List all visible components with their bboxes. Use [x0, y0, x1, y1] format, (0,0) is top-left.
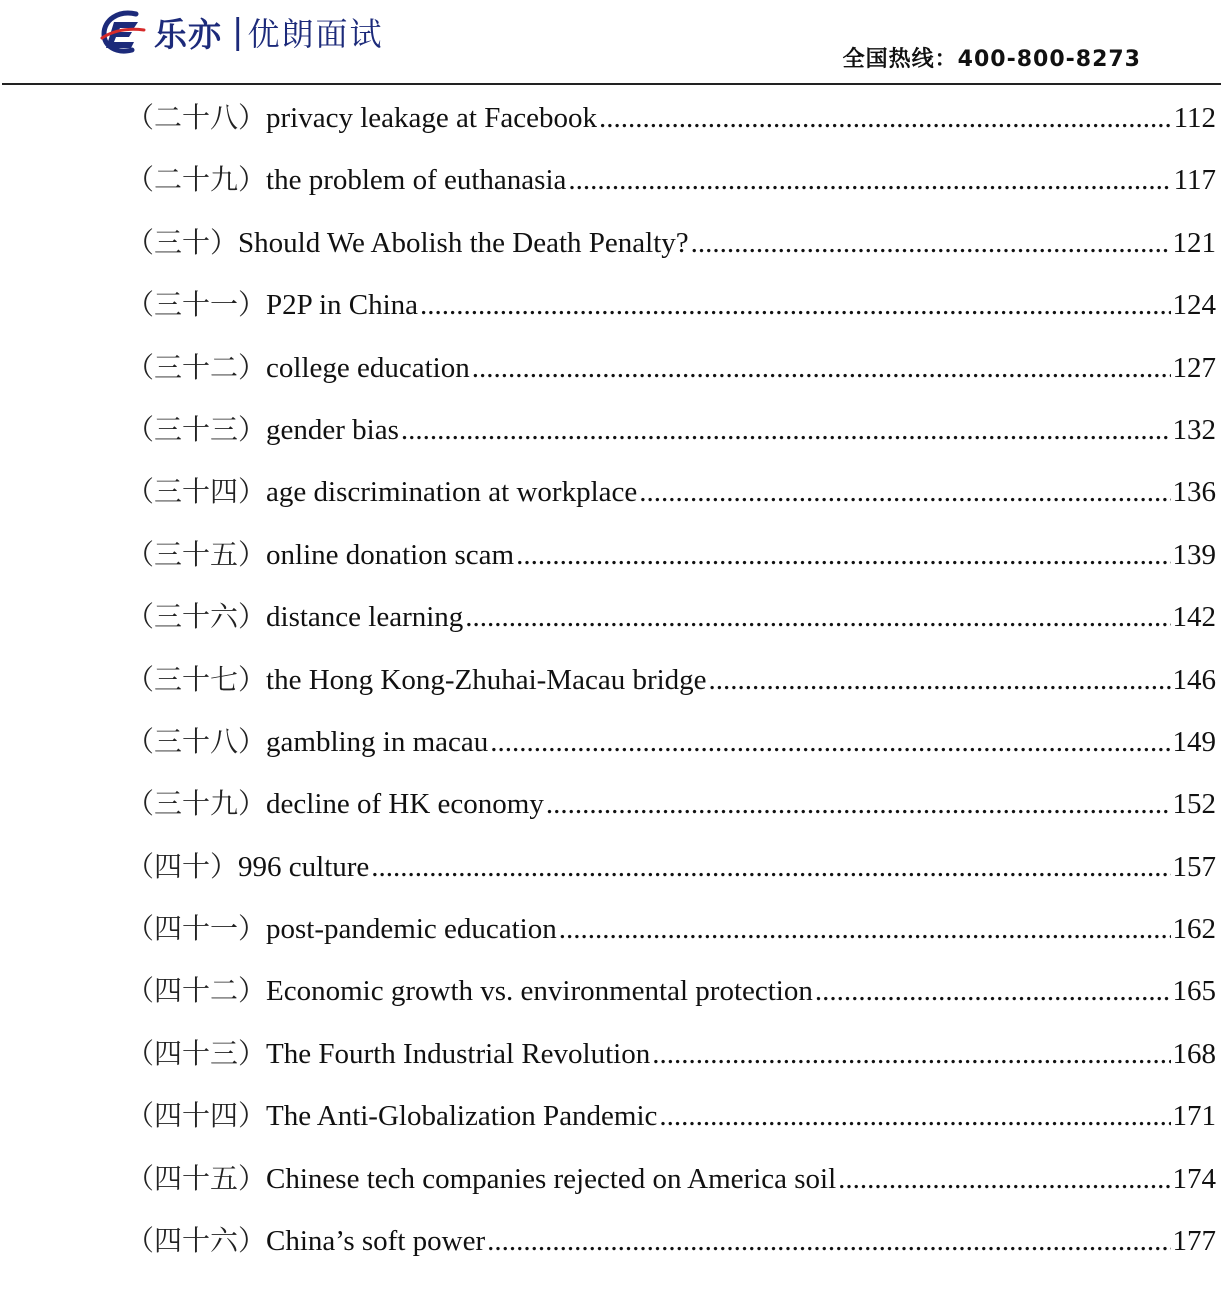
toc-dot-leader	[815, 960, 1171, 1022]
toc-entry-title: online donation scam	[266, 538, 515, 571]
toc-dot-leader	[472, 337, 1171, 399]
toc-entry-page: 136	[1172, 476, 1216, 509]
toc-entry[interactable]	[126, 212, 1216, 274]
toc-entry-page: 157	[1172, 850, 1216, 883]
toc-entry[interactable]	[126, 461, 1216, 523]
toc-dot-leader	[401, 399, 1171, 461]
toc-entry-number: （三十八）	[126, 724, 267, 758]
toc-entry[interactable]	[126, 960, 1216, 1022]
toc-entry[interactable]	[126, 1148, 1216, 1210]
toc-entry-number: （三十七）	[126, 662, 267, 696]
toc-entry-page: 177	[1172, 1225, 1216, 1258]
toc-entry-number: （三十二）	[126, 350, 267, 384]
toc-entry[interactable]	[126, 711, 1216, 773]
toc-entry-number: （三十三）	[126, 412, 267, 446]
toc-dot-leader	[559, 898, 1171, 960]
toc-entry[interactable]	[126, 649, 1216, 711]
page-header	[0, 0, 1221, 84]
toc-entry-title: P2P in China	[266, 289, 419, 322]
brand-logo	[98, 6, 383, 58]
brand-separator: |	[232, 12, 244, 52]
toc-entry-page: 171	[1172, 1100, 1216, 1133]
toc-entry-page: 112	[1173, 102, 1216, 134]
toc-dot-leader	[599, 87, 1172, 149]
toc-entry-title: college education	[266, 351, 470, 384]
toc-entry-page: 146	[1172, 663, 1216, 696]
le-logo-icon	[98, 8, 148, 56]
toc-entry-page: 162	[1172, 913, 1216, 946]
toc-entry-number: （三十九）	[126, 787, 267, 821]
toc-dot-leader	[516, 524, 1170, 586]
toc-dot-leader	[568, 149, 1171, 211]
toc-entry-number: （三十六）	[126, 600, 267, 634]
toc-dot-leader	[490, 711, 1170, 773]
toc-entry-page: 124	[1172, 289, 1216, 322]
toc-entry[interactable]	[126, 773, 1216, 835]
toc-entry-title: The Anti-Globalization Pandemic	[266, 1100, 658, 1133]
toc-entry-page: 117	[1173, 164, 1216, 197]
toc-entry[interactable]	[126, 1210, 1216, 1272]
toc-entry-title: the problem of euthanasia	[266, 164, 567, 197]
toc-entry[interactable]	[126, 337, 1216, 399]
brand-subtitle: 优朗面试	[247, 15, 384, 53]
toc-dot-leader	[709, 649, 1171, 711]
toc-entry[interactable]	[126, 836, 1216, 898]
toc-entry-number: （三十）	[126, 225, 239, 259]
toc-entry[interactable]	[126, 274, 1216, 336]
toc-entry-title: Should We Abolish the Death Penalty?	[238, 226, 689, 259]
toc-entry-page: 127	[1172, 351, 1216, 384]
toc-entry-title: decline of HK economy	[266, 788, 544, 821]
toc-entry-title: Economic growth vs. environmental protection	[266, 975, 813, 1008]
toc-entry-page: 142	[1172, 601, 1216, 634]
toc-entry-page: 149	[1172, 725, 1216, 758]
toc-entry-number: （二十八）	[126, 101, 267, 134]
toc-entry[interactable]	[126, 149, 1216, 211]
toc-entry[interactable]	[126, 399, 1216, 461]
brand-name: 乐亦	[154, 14, 222, 54]
toc-entry[interactable]	[126, 898, 1216, 960]
toc-dot-leader	[546, 773, 1171, 835]
table-of-contents	[126, 87, 1216, 1272]
toc-entry-page: 132	[1172, 413, 1216, 446]
toc-dot-leader	[420, 274, 1170, 336]
toc-entry[interactable]	[126, 1085, 1216, 1147]
toc-entry-title: 996 culture	[238, 850, 370, 883]
toc-dot-leader	[371, 836, 1170, 898]
toc-entry-number: （四十四）	[126, 1099, 267, 1133]
toc-entry-number: （四十一）	[126, 912, 267, 946]
toc-entry-title: China’s soft power	[266, 1225, 486, 1258]
toc-entry-number: （四十二）	[126, 974, 267, 1008]
toc-entry-title: post-pandemic education	[266, 913, 557, 946]
toc-entry-title: distance learning	[266, 601, 464, 634]
toc-entry-number: （三十一）	[126, 288, 267, 322]
toc-entry-number: （三十四）	[126, 475, 267, 509]
toc-entry-page: 139	[1172, 538, 1216, 571]
toc-dot-leader	[691, 212, 1171, 274]
toc-entry-title: gambling in macau	[266, 725, 489, 758]
toc-entry-number: （四十三）	[126, 1036, 267, 1070]
toc-entry[interactable]	[126, 1023, 1216, 1085]
toc-entry-title: gender bias	[266, 413, 399, 446]
toc-entry-page: 152	[1172, 788, 1216, 821]
toc-entry[interactable]	[126, 87, 1216, 149]
toc-entry-number: （四十五）	[126, 1161, 267, 1195]
toc-dot-leader	[659, 1085, 1170, 1147]
toc-dot-leader	[639, 461, 1170, 523]
toc-entry-title: the Hong Kong-Zhuhai-Macau bridge	[266, 663, 707, 696]
hotline-text: 全国热线：400-800-8273	[842, 47, 1141, 72]
toc-entry-page: 168	[1172, 1037, 1216, 1070]
toc-dot-leader	[465, 586, 1170, 648]
toc-entry[interactable]	[126, 524, 1216, 586]
toc-entry-title: The Fourth Industrial Revolution	[266, 1037, 651, 1070]
toc-entry-page: 174	[1172, 1162, 1216, 1195]
toc-entry-page: 121	[1172, 226, 1216, 259]
toc-dot-leader	[487, 1210, 1170, 1272]
toc-entry[interactable]	[126, 586, 1216, 648]
toc-entry-title: age discrimination at workplace	[266, 476, 638, 509]
toc-dot-leader	[652, 1023, 1170, 1085]
toc-entry-number: （四十六）	[126, 1224, 267, 1258]
toc-entry-number: （二十九）	[126, 163, 267, 197]
toc-entry-title: privacy leakage at Facebook	[266, 102, 597, 134]
toc-entry-title: Chinese tech companies rejected on America soil	[266, 1162, 837, 1195]
toc-dot-leader	[838, 1148, 1170, 1210]
toc-entry-number: （四十）	[126, 849, 239, 883]
toc-entry-page: 165	[1172, 975, 1216, 1008]
header-divider	[2, 83, 1221, 85]
toc-entry-number: （三十五）	[126, 537, 267, 571]
